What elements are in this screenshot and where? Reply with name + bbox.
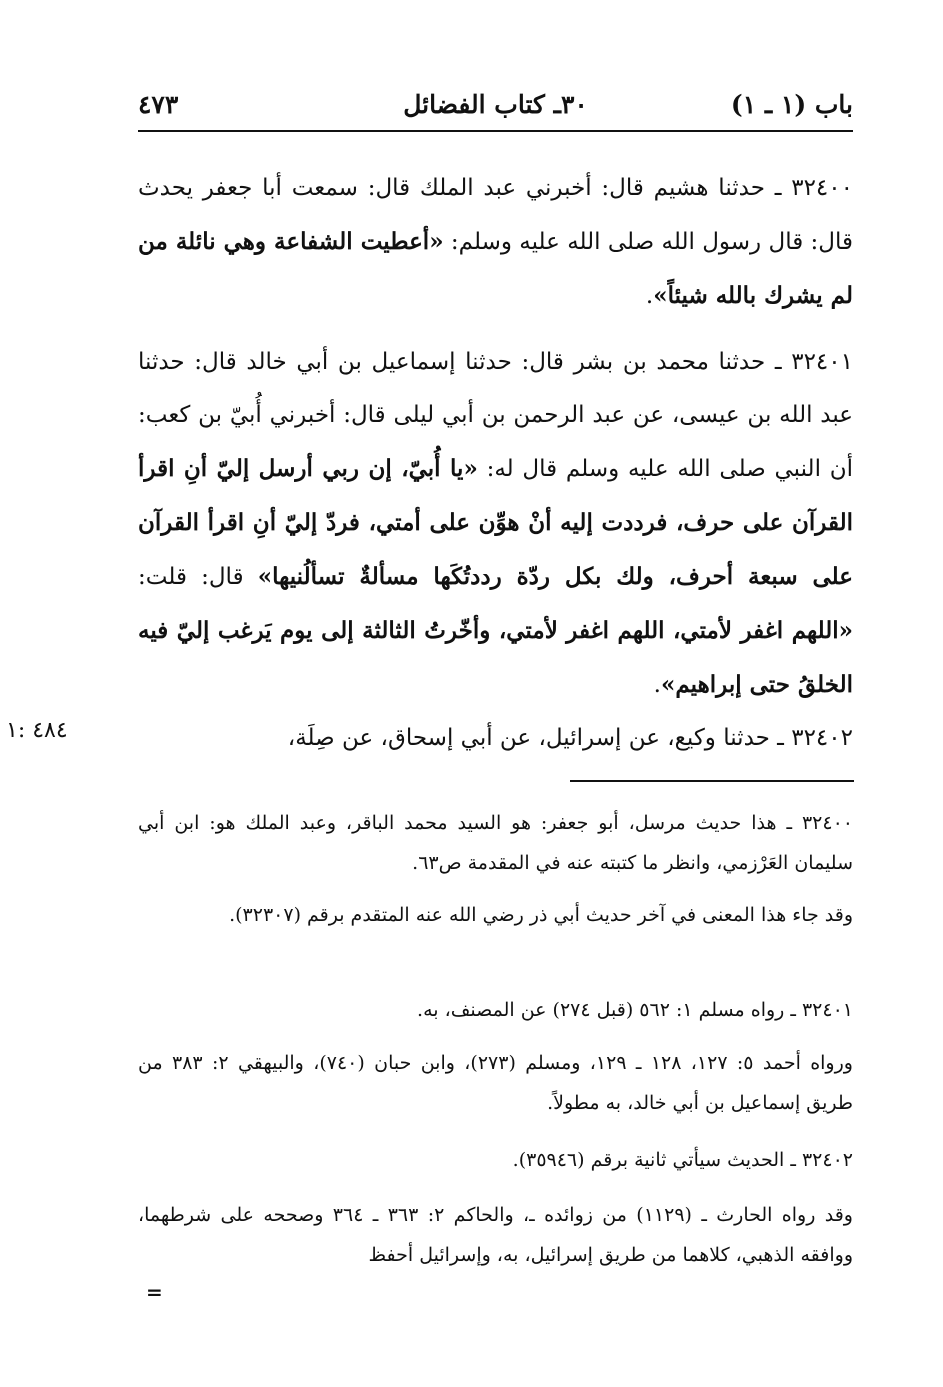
- footnote-divider: [570, 780, 854, 782]
- margin-reference-text: ٤٨٤ :١: [6, 718, 68, 743]
- hadith-matn: «اللهم اغفر لأمتي، اللهم اغفر لأمتي، وأخّرتُ الثالثة إلى يوم يَرغب إليّ فيه الخلقُ حتى إبراهيم»: [138, 617, 853, 698]
- hadith-narration: قال: قلت:: [138, 564, 258, 590]
- page-header: [138, 82, 853, 132]
- continuation-mark: =: [146, 1280, 163, 1304]
- footnote: ٣٢٤٠٠ ـ هذا حديث مرسل، أبو جعفر: هو السيد محمد الباقر، وعبد الملك هو: ابن أبي سليمان العَرْزمي، وانظر ما كتبته عنه في المقدمة ص٦٣.: [138, 812, 853, 874]
- hadith-matn: «أعطيت الشفاعة وهي نائلة من لم يشرك بالله شيئاً»: [138, 228, 853, 309]
- margin-reference: [0, 718, 86, 743]
- footnote: وقد رواه الحارث ـ (١١٢٩) من زوائده ـ، والحاكم ٢: ٣٦٣ ـ ٣٦٤ وصححه على شرطهما، ووافقه الذهبي، كلاهما من طريق إسرائيل، به، وإسرائيل أحفظ: [138, 1204, 853, 1266]
- page-number: ٤٧٣: [138, 90, 179, 119]
- footnote: ٣٢٤٠١ ـ رواه مسلم ١: ٥٦٢ (قبل ٢٧٤) عن المصنف، به.: [417, 999, 853, 1021]
- hadith-tail: .: [653, 672, 661, 698]
- hadith-matn: «يا أُبيّ، إن ربي أرسل إليّ أنِ اقرأ القرآن على حرف، فرددت إليه أنْ هوِّن على أمتي، فردّ إليّ أنِ اقرأ القرآن على سبعة أحرف، ولك بكل ردّة رددتُكَها مسألةٌ تسألُنيها»: [138, 455, 853, 590]
- book-title: ٣٠ـ كتاب الفضائل: [403, 90, 588, 119]
- footnote: ٣٢٤٠٢ ـ الحديث سيأتي ثانية برقم (٣٥٩٤٦).: [512, 1149, 853, 1171]
- footnote: ورواه أحمد ٥: ١٢٧، ١٢٨ ـ ١٢٩، ومسلم (٢٧٣)، وابن حبان (٧٤٠)، والبيهقي ٢: ٣٨٣ من طريق إسماعيل بن أبي خالد، به مطولاً.: [138, 1052, 853, 1114]
- footnote: وقد جاء هذا المعنى في آخر حديث أبي ذر رضي الله عنه المتقدم برقم (٣٢٣٠٧).: [229, 904, 853, 926]
- chapter-title: باب (١ ـ ١): [730, 90, 853, 119]
- hadith-32400: [138, 162, 853, 323]
- hadith-tail: .: [645, 283, 654, 309]
- hadith-32402: ٣٢٤٠٢ ـ حدثنا وكيع، عن إسرائيل، عن أبي إسحاق، عن صِلَة،: [287, 725, 853, 751]
- hadith-32401: [138, 336, 853, 712]
- hadith-isnad: ٣٢٤٠١ ـ حدثنا محمد بن بشر قال: حدثنا إسماعيل بن أبي خالد قال: حدثنا عبد الله بن عيسى، عن عبد الرحمن بن أبي ليلى قال: أخبرني أُبيّ بن كعب: أن النبي صلى الله عليه وسلم قال له:: [138, 349, 853, 482]
- hadith-isnad: ٣٢٤٠٠ ـ حدثنا هشيم قال: أخبرني عبد الملك قال: سمعت أبا جعفر يحدث قال: قال رسول الله صلى الله عليه وسلم:: [138, 175, 853, 255]
